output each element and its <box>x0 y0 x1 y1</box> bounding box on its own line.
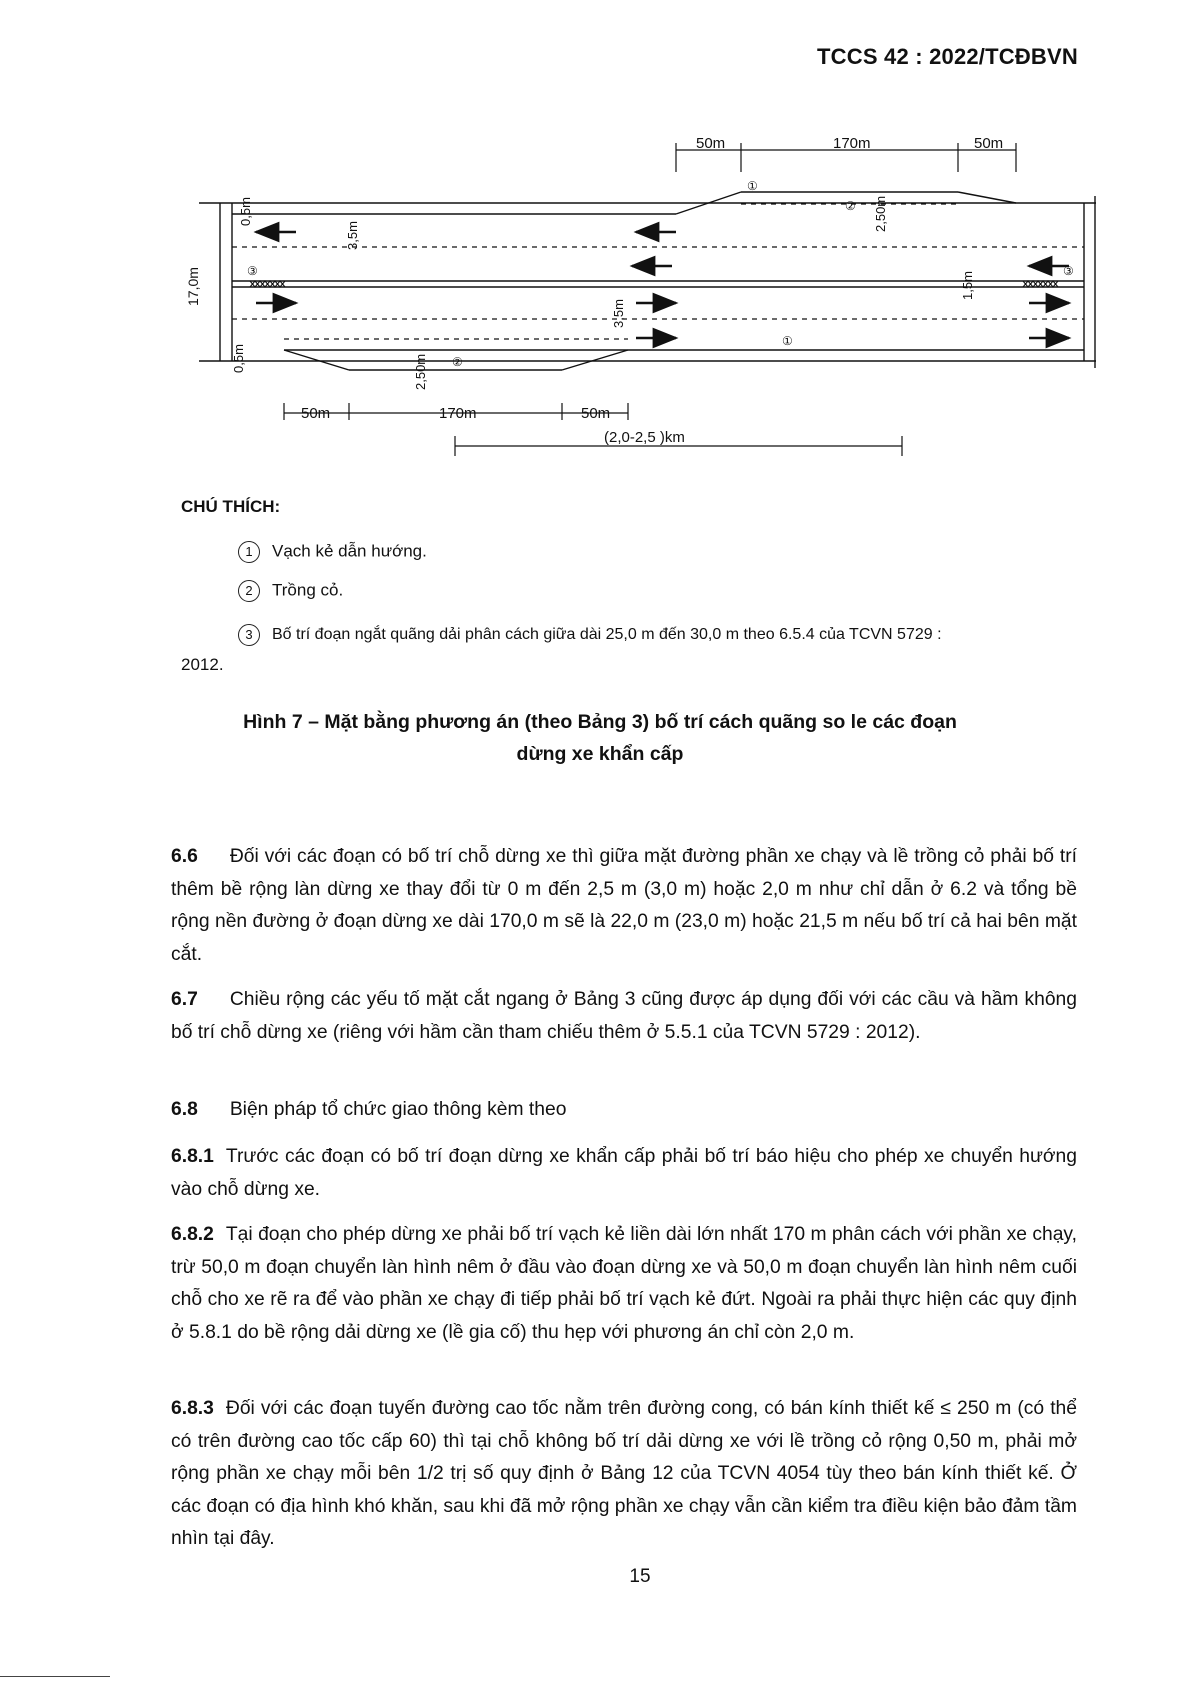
note-number-3: 3 <box>238 624 260 646</box>
section-text: Chiều rộng các yếu tố mặt cắt ngang ở Bảng 3 cũng được áp dụng đối với các cầu và hầm không bố trí chỗ dừng xe (riêng với hầm cần tham chiếu thêm ở 5.5.1 của TCVN 5729 : 2012). <box>171 989 1077 1043</box>
section-number: 6.6 <box>171 846 198 867</box>
legend-note-3 <box>238 624 942 646</box>
note-number-1: 1 <box>238 541 260 563</box>
caption-line-2: dừng xe khẩn cấp <box>516 743 684 765</box>
note-text-3: Bố trí đoạn ngắt quãng dải phân cách giữa dài 25,0 m đến 30,0 m theo 6.5.4 của TCVN 5729 : <box>272 626 942 644</box>
label-lane-bottom: 3,5m <box>611 299 626 328</box>
median-crossover-left <box>250 281 285 287</box>
marker-3-left: ③ <box>247 264 258 278</box>
marker-1-top: ① <box>747 179 758 193</box>
section-text: Tại đoạn cho phép dừng xe phải bố trí vạch kẻ liền dài lớn nhất 170 m phân cách với phần xe chạy, trừ 50,0 m đoạn chuyển làn hình nêm ở đầu vào đoạn dừng xe và 50,0 m đoạn chuyển làn hình nêm cuối chỗ cho xe rẽ ra để vào phần xe chạy đi tiếp phải bố trí vạch kẻ đứt. Ngoài ra phải thực hiện các quy định ở 5.8.1 do bề rộng dải dừng xe (lề gia cố) thu hẹp với phương án chỉ còn 2,0 m. <box>171 1224 1077 1343</box>
note-text-2: Trồng cỏ. <box>272 580 344 600</box>
section-text: Biện pháp tổ chức giao thông kèm theo <box>229 1099 567 1120</box>
section-number: 6.8 <box>171 1099 198 1120</box>
marker-2-top: ② <box>845 199 856 213</box>
section-text: Đối với các đoạn tuyến đường cao tốc nằm trên đường cong, có bán kính thiết kế ≤ 250 m (có thể có trên đường cao tốc cấp 60) thì tại chỗ không bố trí dải dừng xe với lề trồng cỏ rộng 0,50 m, phải mở rộng phần xe chạy mỗi bên 1/2 trị số quy định ở Bảng 12 của TCVN 4054 tùy theo bán kính thiết kế. Ở các đoạn có địa hình khó khăn, sau khi đã mở rộng phần xe chạy vẫn cần kiểm tra điều kiện bảo đảm tầm nhìn tại đây. <box>171 1398 1077 1549</box>
document-code: TCCS 42 : 2022/TCĐBVN <box>817 44 1078 69</box>
marker-2-bottom: ② <box>452 355 463 369</box>
note-text-1: Vạch kẻ dẫn hướng. <box>272 541 427 561</box>
label-shoulder-top: 0,5m <box>238 197 253 226</box>
page-number: 15 <box>629 1566 651 1587</box>
legend-note-3-cont: 2012. <box>181 655 224 674</box>
span-length-label: (2,0-2,5 )km <box>604 429 685 446</box>
section-6-8-1 <box>171 1141 1077 1206</box>
section-number: 6.7 <box>171 989 198 1010</box>
legend-note-2 <box>238 580 343 602</box>
road-plan-diagram <box>0 120 1190 460</box>
section-6-7 <box>171 984 1077 1049</box>
label-stop-lane-bottom: 2,50m <box>413 353 428 390</box>
top-dim-170m: 170m <box>833 135 871 152</box>
section-number: 6.8.1 <box>171 1146 214 1167</box>
section-number: 6.8.2 <box>171 1224 214 1245</box>
section-6-8-2 <box>171 1219 1077 1349</box>
bottom-dim-170m: 170m <box>439 405 477 422</box>
marker-3-right: ③ <box>1063 264 1074 278</box>
legend-title: CHÚ THÍCH: <box>181 497 281 516</box>
label-total-width: 17,0m <box>185 267 201 306</box>
top-dim-50m-left: 50m <box>696 135 726 152</box>
section-number: 6.8.3 <box>171 1398 214 1419</box>
footer-rule <box>0 1676 110 1677</box>
traffic-arrows <box>256 232 1069 338</box>
bottom-dim-50m-right: 50m <box>581 405 611 422</box>
bottom-dim-50m-left: 50m <box>301 405 331 422</box>
section-text: Đối với các đoạn có bố trí chỗ dừng xe thì giữa mặt đường phần xe chạy và lề trồng cỏ phải bố trí thêm bề rộng làn dừng xe thay đổi từ 0 m đến 2,5 m (3,0 m) hoặc 2,0 m như chỉ dẫn ở 6.2 và tổng bề rộng nền đường ở đoạn dừng xe dài 170,0 m sẽ là 22,0 m (23,0 m) hoặc 21,5 m nếu bố trí cả hai bên mặt cắt. <box>171 846 1077 965</box>
section-text: Trước các đoạn có bố trí đoạn dừng xe khẩn cấp phải bố trí báo hiệu cho phép xe chuyển hướng vào chỗ dừng xe. <box>171 1146 1077 1200</box>
section-6-8 <box>171 1094 1077 1127</box>
label-stop-lane-top: 2,50m <box>873 195 888 232</box>
marker-1-bottom: ① <box>782 334 793 348</box>
section-6-8-3 <box>171 1393 1077 1556</box>
note-number-2: 2 <box>238 580 260 602</box>
label-lane-top: 3,5m <box>345 221 360 250</box>
median-crossover-right <box>1023 281 1058 287</box>
caption-line-1: Hình 7 – Mặt bằng phương án (theo Bảng 3) bố trí cách quãng so le các đoạn <box>243 711 957 733</box>
top-dim-50m-right: 50m <box>974 135 1004 152</box>
figure-caption <box>150 706 1050 770</box>
label-median: 1,5m <box>960 271 975 300</box>
label-shoulder-bottom: 0,5m <box>231 344 246 373</box>
legend-note-1 <box>238 541 427 563</box>
section-6-6 <box>171 841 1077 971</box>
